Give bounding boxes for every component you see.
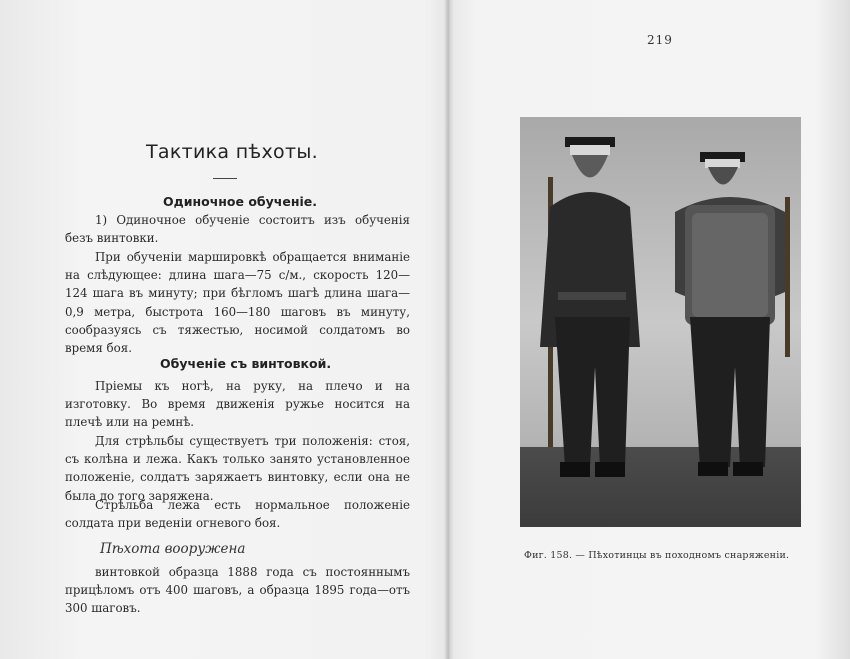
- section-heading-rifle: Обученіе съ винтовкой.: [160, 356, 332, 371]
- page-number: 219: [647, 33, 673, 47]
- figure-photo: [520, 117, 801, 527]
- paragraph: Пріемы къ ногѣ, на руку, на плечо и на изготовку. Во время движенія ружье носится на плечѣ или на ремнѣ.: [65, 379, 410, 430]
- paragraph: Для стрѣльбы существуетъ три положенія: стоя, съ колѣна и лежа. Какъ только занято установленное положеніе, солдатъ заряжаетъ винтовку, если она не была до того заряжена.: [65, 434, 410, 503]
- paragraph: При обученіи маршировкѣ обращается вниманіе на слѣдующее: длина шага—75 с/м., скорость 120—124 шага въ минуту; при бѣгломъ шагѣ длина шага—0,9 метра, быстрота 160—180 шаговъ въ минуту, сообразуясь съ тяжестью, носимой солдатомъ во время боя.: [65, 250, 410, 356]
- section-heading-individual: Одиночное обученіе.: [163, 194, 318, 209]
- paragraph: Стрѣльба лежа есть нормальное положеніе солдата при веденіи огневого боя.: [65, 498, 410, 531]
- section-heading-armament: Пѣхота вооружена: [100, 541, 246, 557]
- right-page: [452, 0, 850, 659]
- figure-caption: Фиг. 158. — Пѣхотинцы въ походномъ снаряженіи.: [524, 550, 790, 561]
- infantry-soldiers-photo: [520, 117, 801, 527]
- paragraph: винтовкой образца 1888 года съ постояннымъ прицѣломъ отъ 400 шаговъ, а образца 1895 года—отъ 300 шаговъ.: [65, 565, 410, 616]
- paragraph: 1) Одиночное обученіе состоитъ изъ обученія безъ винтовки.: [65, 213, 410, 246]
- page-title: Тактика пѣхоты.: [146, 141, 318, 163]
- title-divider: [213, 178, 237, 179]
